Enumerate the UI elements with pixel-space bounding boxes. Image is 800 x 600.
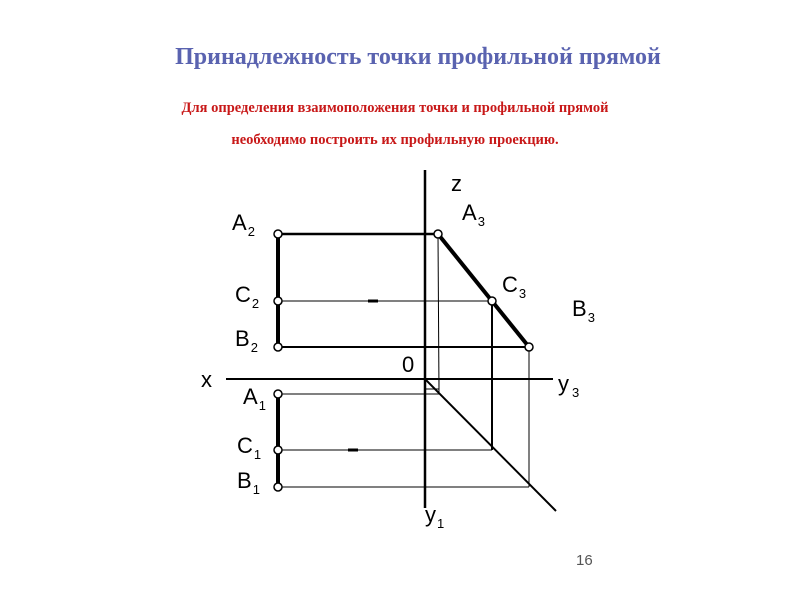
axis-label-y3-base: y xyxy=(558,371,569,396)
label-a2-base: A xyxy=(232,210,247,235)
label-b3-sub: 3 xyxy=(587,310,595,325)
point-b3 xyxy=(525,343,533,351)
label-c3 xyxy=(502,272,526,301)
point-a1 xyxy=(274,390,282,398)
label-b2 xyxy=(235,326,258,355)
label-c1-sub: 1 xyxy=(253,447,262,462)
vertical-link-a3 xyxy=(438,234,439,394)
label-a3 xyxy=(462,200,485,229)
point-c2 xyxy=(274,297,282,305)
label-b1-sub: 1 xyxy=(252,482,260,497)
axis-label-y3-sub: 3 xyxy=(572,385,580,400)
point-c1 xyxy=(274,446,282,454)
point-a3 xyxy=(434,230,442,238)
label-c3-base: C xyxy=(502,272,518,297)
slide-title: Принадлежность точки профильной прямой xyxy=(175,44,661,70)
axis-label-x: x xyxy=(201,367,212,392)
point-b1 xyxy=(274,483,282,491)
label-a1 xyxy=(243,384,266,413)
label-b1-base: B xyxy=(237,468,252,493)
label-a3-base: A xyxy=(462,200,477,225)
axis-label-z: z xyxy=(451,171,462,196)
label-a2-sub: 2 xyxy=(247,224,255,239)
label-b3-base: B xyxy=(572,296,587,321)
slide-number: 16 xyxy=(576,552,593,569)
label-b3 xyxy=(572,296,595,325)
label-b2-sub: 2 xyxy=(250,340,258,355)
label-a1-base: A xyxy=(243,384,258,409)
label-a1-sub: 1 xyxy=(258,398,266,413)
axis-label-y1-sub: 1 xyxy=(437,516,445,531)
label-b1 xyxy=(237,468,260,497)
point-c3 xyxy=(488,297,496,305)
label-c2 xyxy=(235,282,259,311)
description-line-2: необходимо построить их профильную проекцию. xyxy=(231,132,559,148)
axis-label-y1 xyxy=(425,502,444,531)
label-a2 xyxy=(232,210,255,239)
point-b2 xyxy=(274,343,282,351)
axis-label-y3 xyxy=(558,371,579,400)
point-a2 xyxy=(274,230,282,238)
label-c2-base: C xyxy=(235,282,251,307)
constant-line-45 xyxy=(425,379,556,511)
label-a3-sub: 3 xyxy=(477,214,485,229)
description-line-1: Для определения взаимоположения точки и профильной прямой xyxy=(181,100,609,116)
label-b2-base: B xyxy=(235,326,250,351)
label-c3-sub: 3 xyxy=(518,286,527,301)
label-c2-sub: 2 xyxy=(251,296,260,311)
origin-label: 0 xyxy=(402,352,415,377)
label-c1-base: C xyxy=(237,433,253,458)
axis-label-y1-base: y xyxy=(425,502,436,527)
label-c1 xyxy=(237,433,261,462)
